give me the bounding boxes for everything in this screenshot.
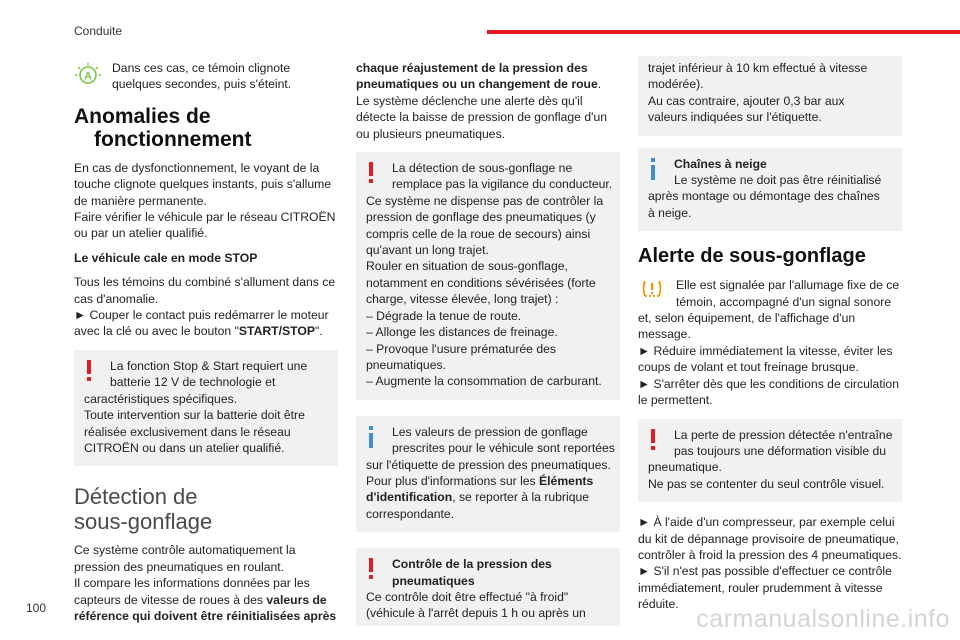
warning-note-pressure-check [356, 548, 620, 626]
text-line: réduite. [638, 597, 679, 612]
text-fragment: avec la clé ou avec le bouton " [74, 324, 239, 339]
text-line: Ne pas se contenter du seul contrôle visuel. [648, 476, 885, 491]
text-line: du kit de dépannage provisoire de pneumatique, [638, 531, 899, 546]
text-line: Il compare les informations données par les [74, 576, 310, 591]
action-line: ► Réduire immédiatement la vitesse, éviter les [638, 343, 893, 358]
text-line: référence qui doivent être réinitialisées après [74, 608, 337, 623]
column-middle [356, 60, 620, 638]
text-line: Le système ne doit pas être réinitialisé [674, 173, 882, 188]
text-line: caractéristiques spécifiques. [84, 391, 238, 406]
text-line: Ce contrôle doit être effectué "à froid" [366, 589, 569, 604]
text-line: Elle est signalée par l'allumage fixe de ce [676, 278, 900, 293]
watermark: carmanualsonline.info [696, 605, 950, 633]
text-line: message. [638, 327, 691, 342]
text-line: batterie 12 V de technologie et [110, 375, 276, 390]
text-line: après montage ou démontage des chaînes [648, 189, 880, 204]
svg-text:A: A [84, 70, 92, 83]
text-line: – Allonge les distances de freinage. [366, 325, 558, 340]
column-right [638, 56, 902, 621]
text-line: pneumatiques. [366, 357, 446, 372]
warning-note-vigilance [356, 152, 620, 400]
text-fragment: Pour plus d'informations sur les [366, 473, 540, 488]
text-line: quelques secondes, puis s'éteint. [112, 77, 292, 92]
warning-note-deformation [638, 419, 902, 503]
text-line: – Provoque l'usure prématurée des [366, 341, 556, 356]
text-line [74, 592, 338, 608]
note-title: Chaînes à neige [674, 156, 767, 171]
text-line: et, selon équipement, de l'affichage d'un [638, 311, 856, 326]
text-line: chaque réajustement de la pression des [356, 61, 588, 75]
text-fragment: . [597, 77, 602, 92]
text-fragment: Éléments [539, 473, 594, 488]
heading-line: Anomalies de [74, 104, 211, 128]
info-note-snow-chains [638, 148, 902, 232]
text-line: prescrites pour le véhicule sont reportées [392, 441, 615, 456]
warning-exclamation-icon [368, 558, 374, 580]
page-number: 100 [26, 601, 47, 615]
text-line [356, 76, 620, 92]
eco-intro [74, 60, 338, 93]
text-line: remplace pas la vigilance du conducteur. [392, 177, 613, 192]
section-heading-alert: Alerte de sous-gonflage [638, 245, 866, 268]
text-line: témoin, accompagné d'un signal sonore [676, 294, 892, 309]
action-line: ► S'arrêter dès que les conditions de circulation [638, 376, 899, 391]
action-line [74, 323, 338, 339]
text-line [366, 489, 610, 505]
anomalies-paragraph [74, 160, 338, 242]
text-line: compris celle de la roue de secours) ainsi [366, 226, 591, 241]
start-stop-label: START/STOP [238, 324, 315, 339]
text-line: – Augmente la consommation de carburant. [366, 374, 602, 389]
text-line: modérée). [648, 77, 704, 92]
text-line: le permettent. [638, 393, 713, 408]
text-fragment: , se reporter à la rubrique [452, 490, 590, 505]
text-line: Faire vérifier le véhicule par le réseau CITROËN [74, 210, 336, 225]
text-line: touche clignote quelques instants, puis s'allume [74, 177, 332, 192]
tire-pressure-warning-icon [638, 277, 666, 301]
text-line: sur l'étiquette de pression des pneumatiques. [366, 457, 611, 472]
text-line: qu'avant un long trajet. [366, 243, 489, 258]
action-line: ► Couper le contact puis redémarrer le moteur [74, 308, 329, 323]
column-left [74, 56, 338, 632]
text-line: Au cas contraire, ajouter 0,3 bar aux [648, 93, 845, 108]
note-title: Contrôle de la pression des [392, 557, 552, 572]
text-line: Rouler en situation de sous-gonflage, [366, 259, 568, 274]
text-line: Le système déclenche une alerte dès qu'il [356, 93, 583, 108]
text-line: Tous les témoins du combiné s'allument dans ce [74, 275, 336, 290]
stop-subheading: Le véhicule cale en mode STOP [74, 250, 258, 265]
heading-line: Détection de [74, 484, 198, 510]
info-icon [368, 426, 374, 448]
text-line: La fonction Stop & Start requiert une [110, 358, 308, 373]
text-line: à neige. [648, 205, 692, 220]
text-line: trajet inférieur à 10 km effectué à vitesse [648, 61, 868, 75]
text-line: Ce système contrôle automatiquement la [74, 543, 296, 558]
warning-exclamation-icon [650, 429, 656, 451]
section-heading-anomalies [74, 105, 338, 151]
text-line: pneumatique. [648, 460, 722, 475]
final-actions [638, 514, 902, 612]
text-line: Dans ces cas, ce témoin clignote [112, 61, 291, 75]
text-line [366, 473, 610, 489]
text-line: valeurs indiquées sur l'étiquette. [648, 110, 822, 125]
info-icon [650, 158, 656, 180]
text-fragment: pneumatiques ou un changement de roue [356, 77, 598, 92]
text-line: notamment en conditions sévérisées (forte [366, 275, 596, 290]
text-line: CITROËN ou dans un atelier qualifié. [84, 440, 285, 455]
text-line: (véhicule à l'arrêt depuis 1 h ou après un [366, 606, 586, 621]
heading-line: fonctionnement [94, 127, 252, 151]
alert-paragraph [638, 277, 902, 408]
detection-paragraph [74, 542, 338, 624]
stop-paragraph [74, 274, 338, 340]
heading-line: sous-gonflage [74, 509, 213, 535]
text-line: La détection de sous-gonflage ne [392, 161, 573, 176]
text-line: immédiatement, rouler prudemment à vitesse [638, 580, 883, 595]
text-line: contrôler à froid la pression des 4 pneumatiques. [638, 547, 902, 562]
text-line: La perte de pression détectée n'entraîne [674, 427, 893, 442]
section-heading-detection [74, 484, 338, 534]
text-line: – Dégrade la tenue de route. [366, 308, 522, 323]
action-line: ► À l'aide d'un compresseur, par exemple celui [638, 515, 895, 530]
text-fragment: capteurs de vitesse de roues à des [74, 592, 267, 607]
text-line: pression des pneumatiques en roulant. [74, 559, 285, 574]
text-line: ou plusieurs pneumatiques. [356, 126, 506, 141]
text-line: correspondante. [366, 506, 455, 521]
text-line: détecte la baisse de pression de gonflage d'un [356, 110, 607, 125]
text-fragment: d'identification [366, 490, 453, 505]
text-fragment: valeurs de [266, 592, 327, 607]
text-line: En cas de dysfonctionnement, le voyant de la [74, 160, 320, 175]
action-line: ► S'il n'est pas possible d'effectuer ce contrôle [638, 564, 892, 579]
text-fragment: ". [314, 324, 323, 339]
text-line: coups de volant et tout freinage brusque. [638, 360, 859, 375]
text-line: Toute intervention sur la batterie doit être [84, 408, 305, 423]
warning-exclamation-icon [368, 162, 374, 184]
eco-a-icon [74, 62, 102, 88]
text-line: réalisée exclusivement dans le réseau [84, 424, 291, 439]
header-accent-bar [487, 30, 960, 34]
warning-note-pressure-check-continued [638, 56, 902, 136]
warning-note-battery [74, 350, 338, 466]
text-line: pas toujours une déformation visible du [674, 443, 887, 458]
text-line: Les valeurs de pression de gonflage [392, 424, 588, 439]
note-title: pneumatiques [392, 573, 475, 588]
running-header: Conduite [74, 24, 123, 38]
text-line: cas d'anomalie. [74, 291, 159, 306]
text-line: pression de gonflage des pneumatiques (y [366, 210, 596, 225]
text-line: ou par un atelier qualifié. [74, 226, 208, 241]
text-line: Ce système ne dispense pas de contrôler la [366, 193, 604, 208]
warning-exclamation-icon [86, 360, 92, 382]
detection-continued [356, 60, 620, 142]
text-line: charge, vitesse élevée, long trajet) : [366, 292, 559, 307]
text-line: de manière permanente. [74, 193, 207, 208]
info-note-pressure-values [356, 416, 620, 532]
